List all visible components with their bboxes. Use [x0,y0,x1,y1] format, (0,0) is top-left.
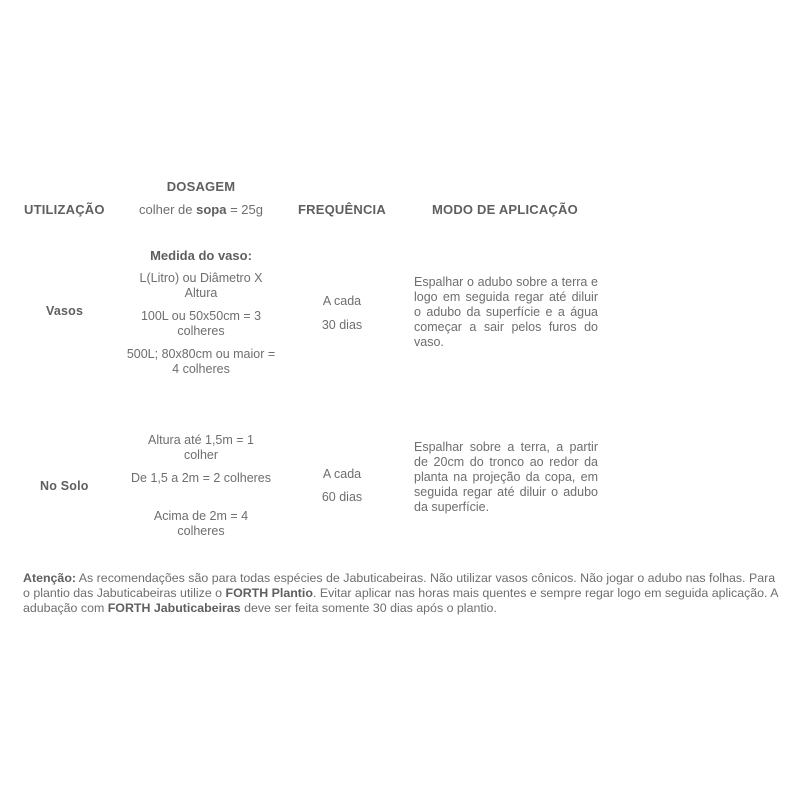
row-solo-utilizacao: No Solo [40,479,89,493]
attention-label: Atenção: [23,571,77,585]
dosagem-subtitle-bold: sopa [196,202,227,217]
header-modo-aplicacao: MODO DE APLICAÇÃO [432,202,578,217]
header-dosagem: DOSAGEM [166,179,236,194]
attention-text-3: deve ser feita somente 30 dias após o plantio. [240,601,497,615]
row-solo-dosagem-item-2: De 1,5 a 2m = 2 colheres [131,471,272,485]
row-vasos-dosagem-item-3: 500L; 80x80cm ou maior = 4 colheres [126,347,276,376]
row-solo-dosagem-item-1: Altura até 1,5m = 1 colher [148,433,254,462]
row-solo-frequencia-line1: A cada [322,467,362,481]
header-utilizacao: UTILIZAÇÃO [24,202,105,217]
row-vasos-utilizacao: Vasos [46,304,84,318]
attention-bold-forth-plantio: FORTH Plantio [225,586,313,600]
row-vasos-frequencia-line2: 30 dias [321,318,363,332]
attention-bold-forth-jabuticabeiras: FORTH Jabuticabeiras [107,601,241,615]
row-solo-modo: Espalhar sobre a terra, a partir de 20cm do tronco ao redor da planta na projeção da copa, em seguida regar até diluir o adubo da superfície. [414,440,598,514]
row-solo-frequencia-line2: 60 dias [321,490,363,504]
attention-note [23,571,779,616]
row-vasos-dosagem-title: Medida do vaso: [150,248,252,263]
header-frequencia: FREQUÊNCIA [298,202,386,217]
row-solo-dosagem-item-3: Acima de 2m = 4 colheres [153,509,249,538]
row-vasos-dosagem-item-1: L(Litro) ou Diâmetro X Altura [139,271,263,300]
header-dosagem-subtitle [121,202,281,217]
row-vasos-frequencia-line1: A cada [322,294,362,308]
row-vasos-modo: Espalhar o adubo sobre a terra e logo em seguida regar até diluir o adubo da superfície e a água começar a sair pelos furos do vaso. [414,275,598,349]
dosagem-subtitle-post: = 25g [226,202,263,217]
attention-text-1: As recomendações são para todas espécies de Jabuticabeiras. Não utilizar vasos cônicos. Não jogar o adubo nas folhas. Para o plantio das Jabuticabeiras utilize o [23,571,776,600]
dosagem-subtitle-pre: colher de [139,202,197,217]
attention-text-2: . Evitar aplicar nas horas mais quentes e sempre regar logo em seguida aplicação. A adubação com [23,586,778,615]
row-vasos-dosagem-item-2: 100L ou 50x50cm = 3 colheres [140,309,262,338]
